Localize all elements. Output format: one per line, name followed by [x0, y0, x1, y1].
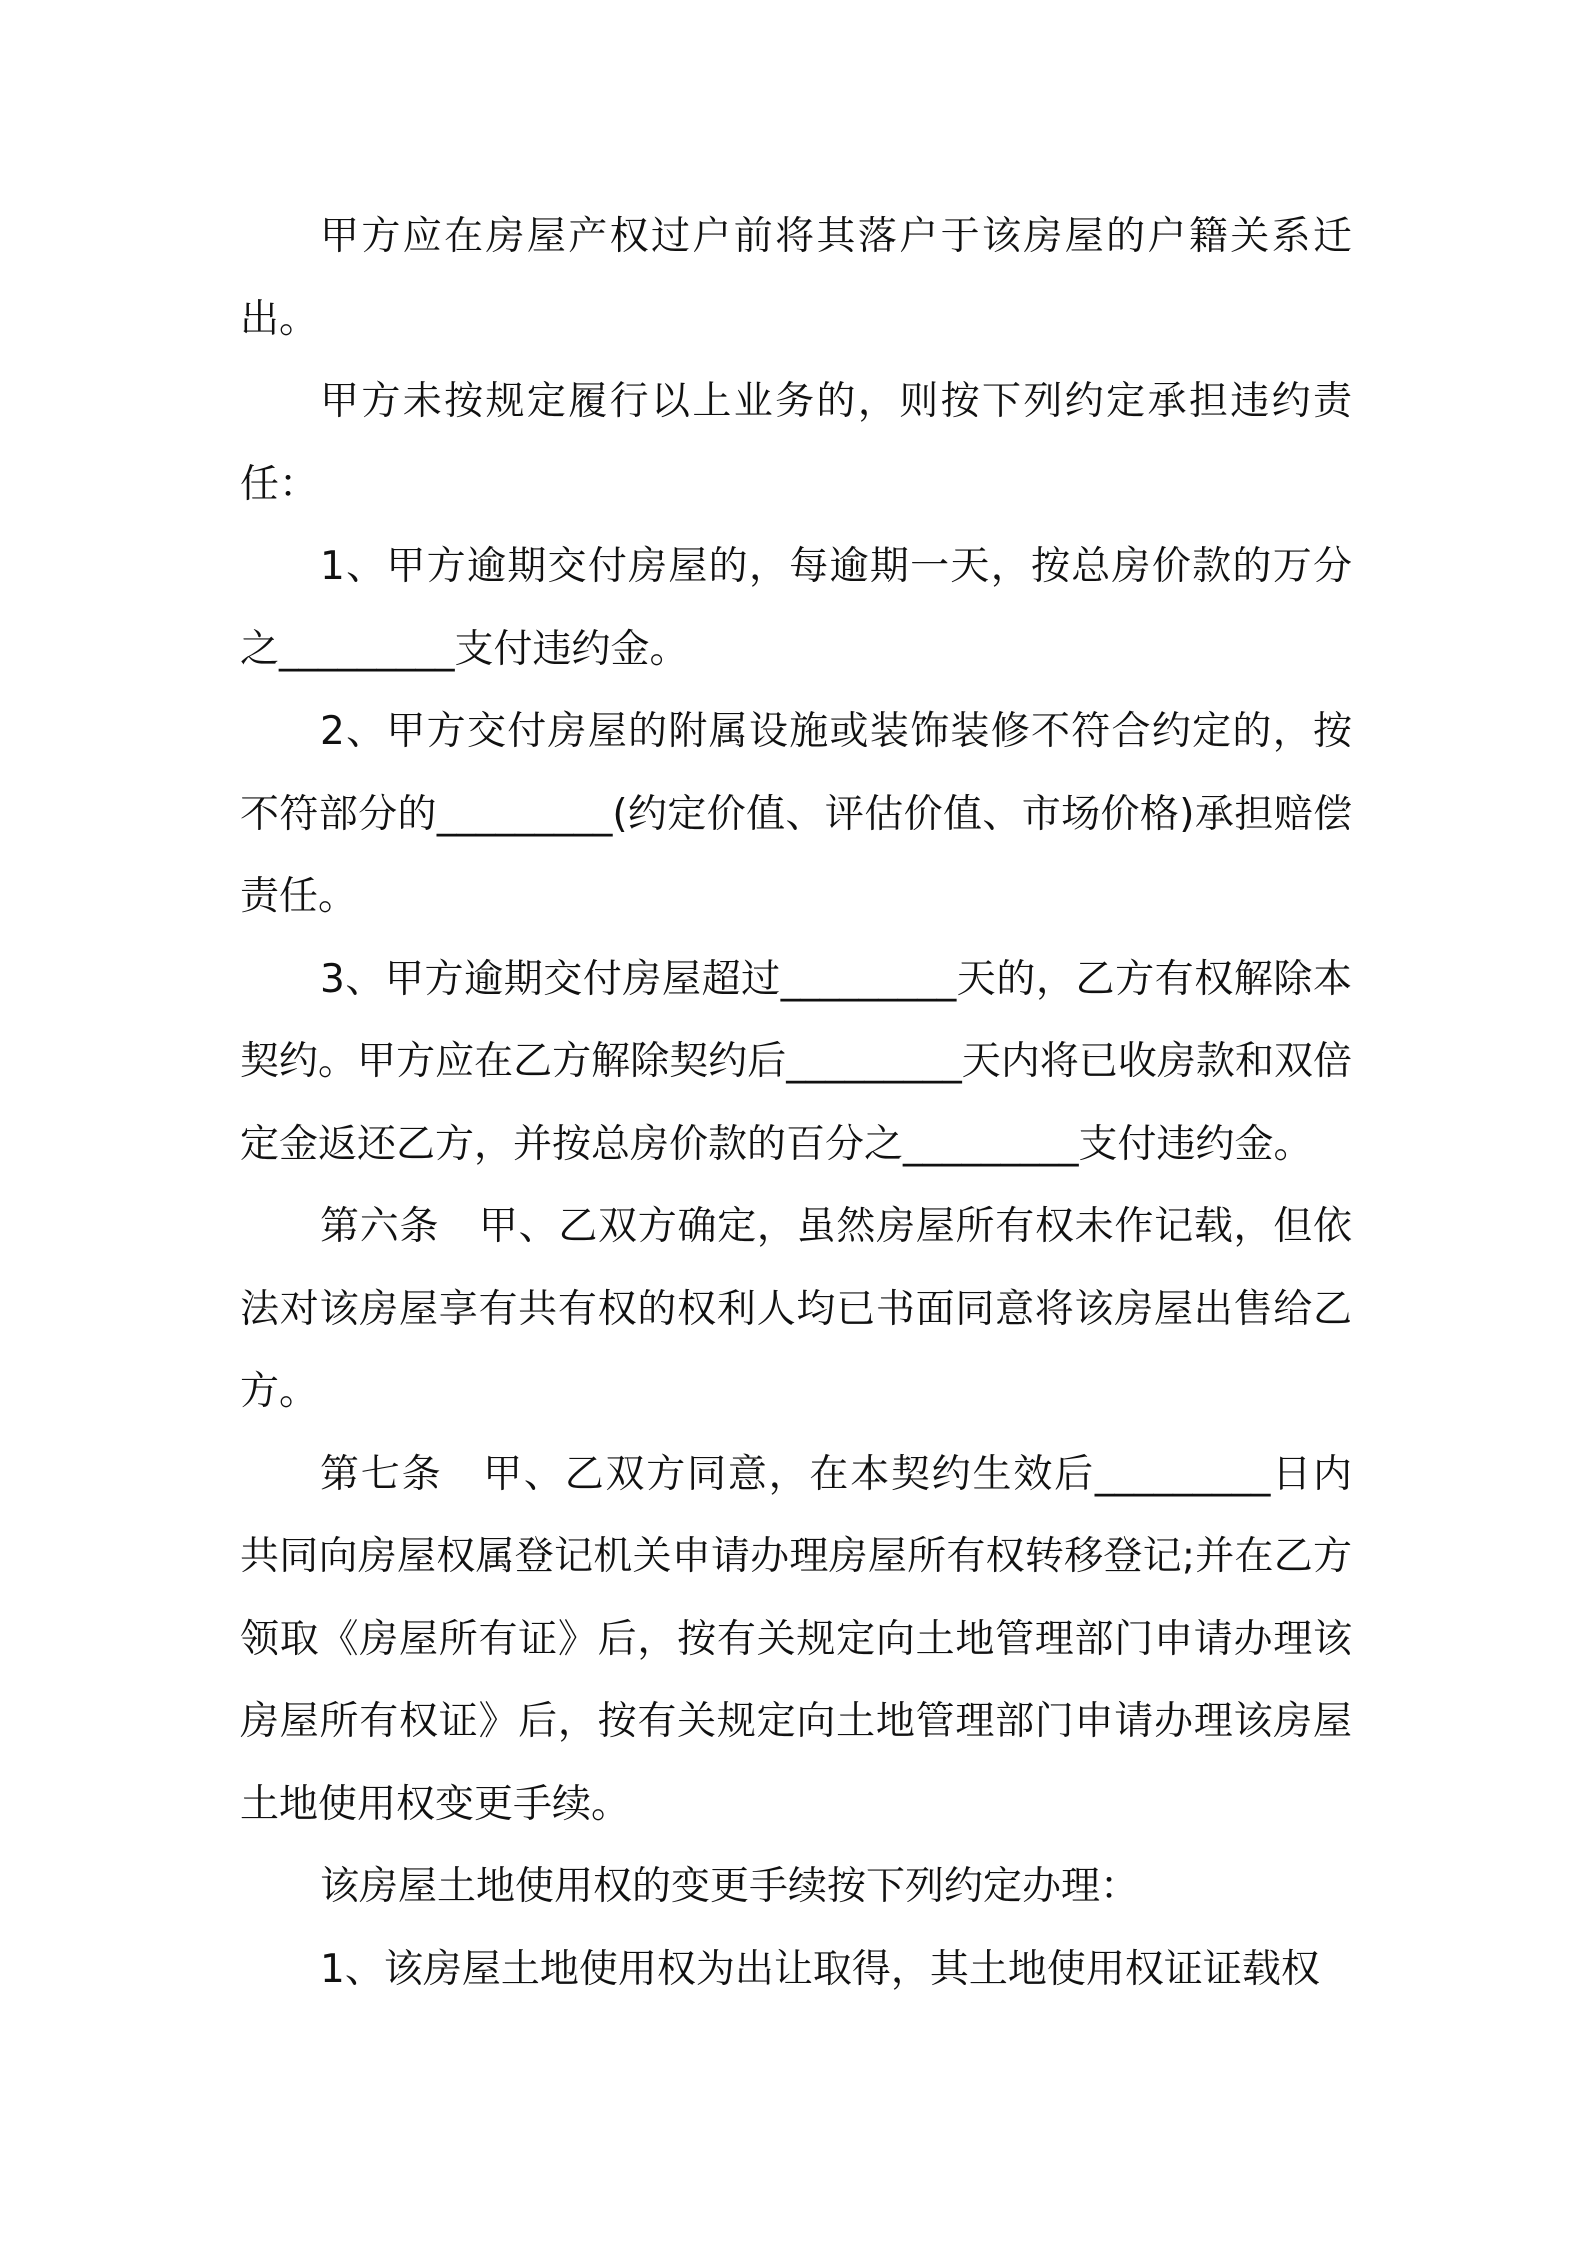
paragraph-household-registration: 甲方应在房屋产权过户前将其落户于该房屋的户籍关系迁出。 — [240, 214, 1352, 342]
paragraph-article-7: 第七条 甲、乙双方同意，在本契约生效后_________日内共同向房屋权属登记机关申请办理房屋所有权转移登记;并在乙方领取《房屋所有证》后，按有关规定向土地管理部门申请办理该房屋所有权证》后，按有关规定向土地管理部门申请办理该房屋土地使用权变更手续。 — [240, 1451, 1352, 1827]
paragraph-clause-1-late-delivery: 1、甲方逾期交付房屋的，每逾期一天，按总房价款的万分之_________支付违约金。 — [240, 544, 1352, 672]
paragraph-article-6: 第六条 甲、乙双方确定，虽然房屋所有权未作记载，但依法对该房屋享有共有权的权利人均已书面同意将该房屋出售给乙方。 — [240, 1204, 1352, 1414]
paragraph-land-use-clause-1: 1、该房屋土地使用权为出让取得，其土地使用权证证载权 — [320, 1946, 1320, 1992]
document-body — [240, 196, 1352, 2011]
paragraph-breach-liability-intro: 甲方未按规定履行以上业务的，则按下列约定承担违约责任： — [240, 379, 1352, 507]
paragraph-clause-3-termination: 3、甲方逾期交付房屋超过_________天的，乙方有权解除本契约。甲方应在乙方解除契约后_________天内将已收房款和双倍定金返还乙方，并按总房价款的百分之_________支付违约金。 — [240, 956, 1352, 1167]
paragraph-clause-2-facilities: 2、甲方交付房屋的附属设施或装饰装修不符合约定的，按不符部分的_________(约定价值、评估价值、市场价格)承担赔偿责任。 — [240, 709, 1352, 919]
paragraph-land-use-change-intro: 该房屋土地使用权的变更手续按下列约定办理： — [320, 1864, 1140, 1909]
